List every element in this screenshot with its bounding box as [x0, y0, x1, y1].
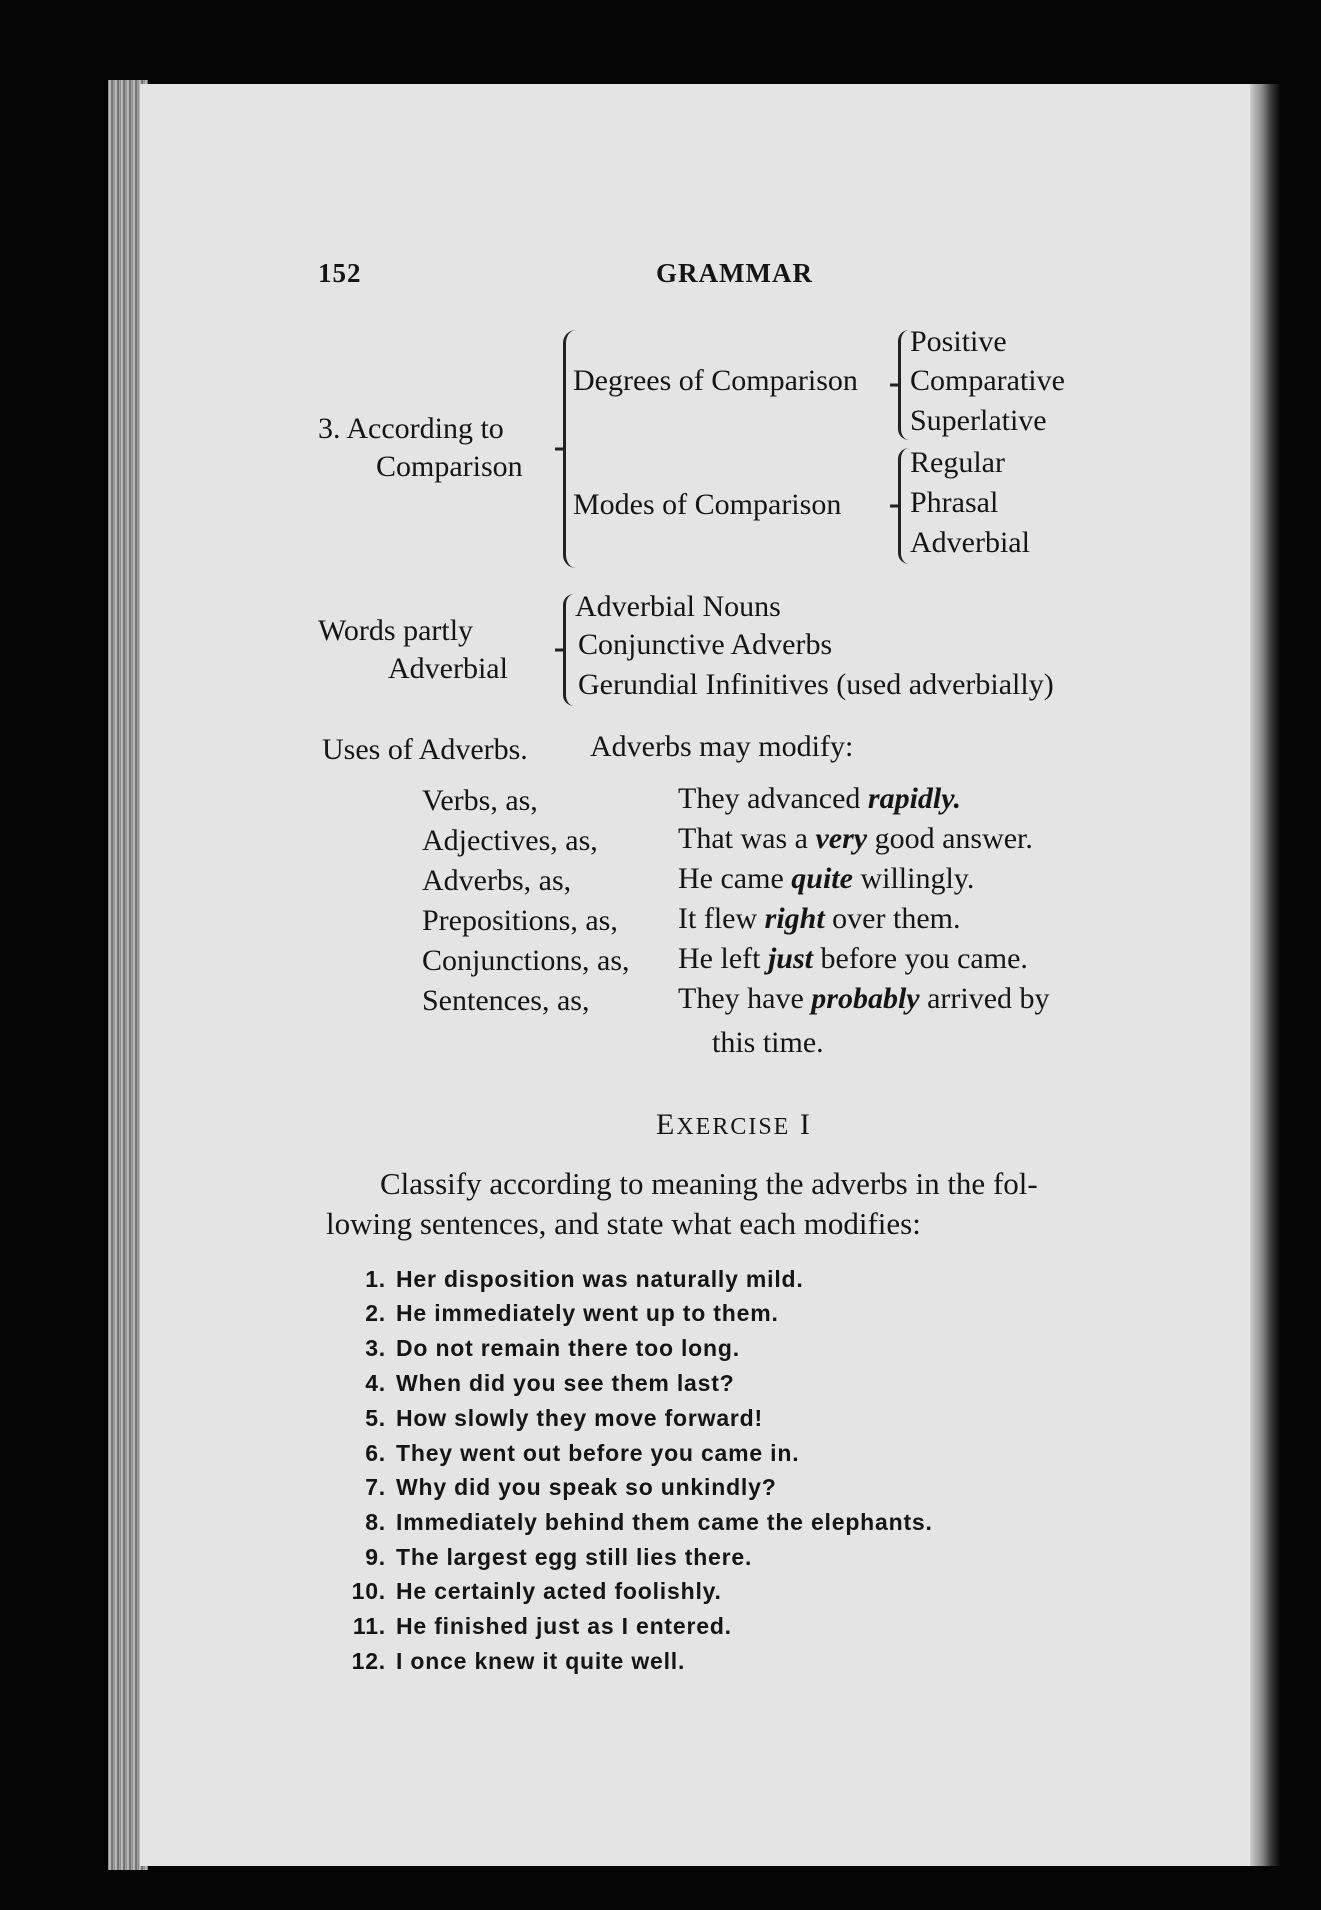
exercise-item: 6. They went out before you came in. — [365, 1440, 800, 1466]
use-kind: Prepositions, as, — [422, 904, 618, 937]
conjunctive-adverbs: Conjunctive Adverbs — [578, 628, 833, 661]
degrees-label: Degrees of Comparison — [573, 364, 858, 397]
page-edge-shadow — [1250, 84, 1280, 1866]
partly-adverbial-label-line2: Adverbial — [388, 652, 508, 685]
exercise-item: 5. How slowly they move forward! — [365, 1405, 763, 1431]
degree-comparative: Comparative — [910, 364, 1065, 397]
modes-brace — [898, 448, 909, 564]
page-number: 152 — [318, 258, 362, 288]
use-kind: Adverbs, as, — [422, 864, 572, 897]
use-kind: Verbs, as, — [422, 784, 538, 817]
exercise-item: 2. He immediately went up to them. — [365, 1300, 779, 1326]
use-example-continuation: this time. — [712, 1026, 824, 1059]
adverbial-nouns: Adverbial Nouns — [575, 590, 781, 623]
use-example: They have probably arrived by — [678, 982, 1050, 1015]
exercise-instruction-line2: lowing sentences, and state what each modifies: — [326, 1206, 921, 1241]
mode-adverbial: Adverbial — [910, 526, 1030, 559]
modes-label: Modes of Comparison — [573, 488, 842, 521]
use-kind: Adjectives, as, — [422, 824, 598, 857]
mode-regular: Regular — [910, 446, 1005, 479]
partly-adverbial-label-line1: Words partly — [318, 614, 474, 647]
exercise-item: 7. Why did you speak so unkindly? — [365, 1474, 777, 1500]
running-head: GRAMMAR — [656, 258, 813, 288]
gerundial-infinitives: Gerundial Infinitives (used adverbially) — [578, 668, 1054, 701]
comparison-label-line2: Comparison — [376, 450, 523, 483]
use-kind: Sentences, as, — [422, 984, 590, 1017]
degree-positive: Positive — [910, 325, 1007, 358]
exercise-item: 3. Do not remain there too long. — [365, 1335, 740, 1361]
mode-phrasal: Phrasal — [910, 486, 999, 519]
use-example: He left just before you came. — [678, 942, 1028, 975]
exercise-item: 12. I once knew it quite well. — [351, 1648, 686, 1674]
exercise-instruction-line1: Classify according to meaning the adverbs in the fol- — [380, 1166, 1038, 1201]
use-example: It flew right over them. — [678, 902, 961, 935]
use-kind: Conjunctions, as, — [422, 944, 630, 977]
exercise-item: 9. The largest egg still lies there. — [365, 1544, 753, 1570]
use-example: That was a very good answer. — [678, 822, 1033, 855]
partly-adverbial-brace — [563, 594, 574, 706]
uses-heading: Uses of Adverbs. — [322, 733, 528, 766]
use-example: They advanced rapidly. — [678, 782, 961, 815]
exercise-title: EXERCISE I — [656, 1108, 812, 1141]
degrees-brace — [898, 330, 909, 440]
exercise-item: 8. Immediately behind them came the elephants. — [365, 1509, 933, 1535]
degree-superlative: Superlative — [910, 404, 1047, 437]
exercise-item: 4. When did you see them last? — [365, 1370, 735, 1396]
exercise-item: 1. Her disposition was naturally mild. — [365, 1266, 804, 1292]
comparison-label-line1: 3. According to — [318, 412, 504, 445]
exercise-item: 11. He finished just as I entered. — [352, 1613, 732, 1639]
exercise-item: 10. He certainly acted foolishly. — [351, 1578, 722, 1604]
uses-intro: Adverbs may modify: — [590, 730, 854, 763]
use-example: He came quite willingly. — [678, 862, 975, 895]
